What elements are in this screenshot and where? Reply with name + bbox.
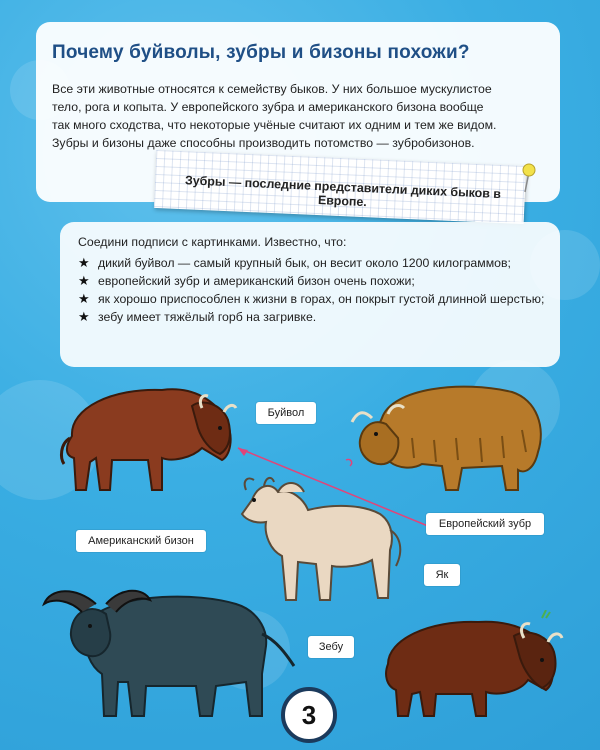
label-american-bison[interactable]: Американский бизон bbox=[76, 530, 206, 552]
buffalo-illustration bbox=[36, 574, 298, 722]
star-bullet-icon: ★ bbox=[78, 273, 90, 288]
list-item bbox=[78, 254, 548, 272]
intro-line: тело, рога и копыта. У европейского зубра и американского бизона вообще bbox=[52, 100, 484, 114]
page-number: 3 bbox=[281, 687, 337, 743]
list-item bbox=[78, 272, 548, 290]
fact-list bbox=[78, 254, 548, 326]
connection-arrow bbox=[230, 440, 430, 530]
list-item bbox=[78, 308, 548, 326]
star-bullet-icon: ★ bbox=[78, 291, 90, 306]
label-buffalo[interactable]: Буйвол bbox=[256, 402, 316, 424]
fact-text: дикий буйвол — самый крупный бык, он весит около 1200 килограммов; bbox=[98, 256, 511, 270]
label-zebu[interactable]: Зебу bbox=[308, 636, 354, 658]
fact-text: зебу имеет тяжёлый горб на загривке. bbox=[98, 310, 317, 324]
task-instructions: Соедини подписи с картинками. Известно, что: bbox=[78, 235, 347, 249]
label-european-bison[interactable]: Европейский зубр bbox=[426, 513, 544, 535]
fact-text: европейский зубр и американский бизон очень похожи; bbox=[98, 274, 415, 288]
note-text: Зубры — последние представители диких быков в Европе. bbox=[184, 173, 502, 210]
intro-line: так много сходства, что некоторые учёные считают их одним и тем же видом. bbox=[52, 118, 497, 132]
pin-icon bbox=[520, 162, 538, 194]
label-yak[interactable]: Як bbox=[424, 564, 460, 586]
intro-paragraph bbox=[52, 80, 552, 152]
list-item bbox=[78, 290, 548, 308]
star-bullet-icon: ★ bbox=[78, 255, 90, 270]
star-bullet-icon: ★ bbox=[78, 309, 90, 324]
fact-text: як хорошо приспособлен к жизни в горах, он покрыт густой длинной шерстью; bbox=[98, 292, 545, 306]
intro-line: Все эти животные относятся к семейству быков. У них большое мускулистое bbox=[52, 82, 492, 96]
european-bison-illustration bbox=[378, 610, 568, 720]
intro-line: Зубры и бизоны даже способны производить потомство — зубробизонов. bbox=[52, 136, 475, 150]
page-title: Почему буйволы, зубры и бизоны похожи? bbox=[52, 42, 470, 63]
